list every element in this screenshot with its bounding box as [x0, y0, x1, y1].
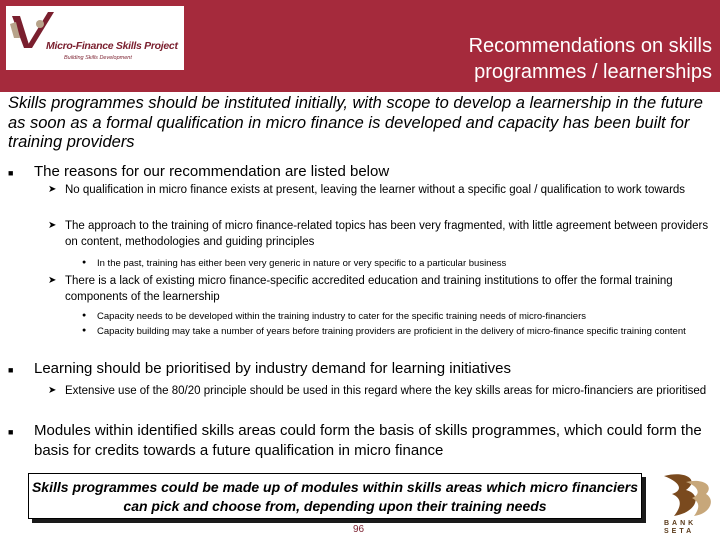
arrow-bullet-icon: ➤: [48, 220, 57, 231]
header-bar: [0, 0, 720, 92]
dot-bullet-icon: ●: [82, 259, 87, 266]
sub-bullet-text: Extensive use of the 80/20 principle should be used in this regard where the key skills areas for micro-financiers are prioritised: [65, 385, 707, 397]
arrow-bullet-icon: ➤: [48, 385, 57, 396]
sub-bullet-text: The approach to the training of micro finance-related topics has been very fragmented, with little agreement between providers on content, methodologies and guiding principles: [65, 220, 709, 248]
logo-mark-icon: [6, 8, 66, 68]
bullet-text: The reasons for our recommendation are listed below: [34, 163, 390, 180]
project-logo: [6, 6, 184, 70]
intro-paragraph: Skills programmes should be instituted initially, with scope to develop a learnership in the future as soon as a formal qualification in micro finance is developed and capacity has been built for training providers: [8, 94, 703, 151]
bank-seta-text: [664, 520, 696, 536]
page-number: 96: [353, 524, 365, 535]
callout-box: Skills programmes could be made up of modules within skills areas which micro financiers can pick and choose from, depending upon their training needs: [28, 473, 642, 519]
dot-bullet-icon: ●: [82, 327, 87, 334]
slide-title-line1: Recommendations on skills: [468, 35, 712, 57]
sub-sub-bullet-text: Capacity needs to be developed within the training industry to cater for the specific training needs of micro-financiers: [97, 311, 586, 322]
sub-bullet-text: No qualification in micro finance exists at present, leaving the learner without a specific goal / qualification to work towards: [65, 184, 686, 196]
bullet-text: Modules within identified skills areas could form the basis of skills programmes, which could form the basis for credits towards a future qualification in micro finance: [34, 422, 702, 459]
bank-seta-mark-icon: [656, 472, 718, 520]
arrow-bullet-icon: ➤: [48, 184, 57, 195]
sub-bullet-text: There is a lack of existing micro finance-specific accredited education and training institutions to offer the formal training components of the learnership: [65, 275, 673, 303]
bank-seta-logo: [656, 472, 718, 536]
logo-title: Micro-Finance Skills Project: [46, 40, 178, 52]
slide-title: [292, 33, 712, 85]
logo-subtitle: Building Skills Development: [64, 55, 132, 61]
square-bullet-icon: ■: [8, 365, 14, 375]
dot-bullet-icon: ●: [82, 312, 87, 319]
bank-logo-line2: SETA: [664, 528, 695, 535]
bullet-text: Learning should be prioritised by industry demand for learning initiatives: [34, 360, 511, 377]
bank-logo-line1: BANK: [664, 520, 697, 527]
sub-sub-bullet-text: Capacity building may take a number of years before training providers are proficient in the delivery of micro-finance specific training content: [97, 326, 686, 337]
arrow-bullet-icon: ➤: [48, 275, 57, 286]
square-bullet-icon: ■: [8, 168, 14, 178]
slide-title-line2: programmes / learnerships: [474, 61, 712, 83]
sub-sub-bullet-text: In the past, training has either been very generic in nature or very specific to a particular business: [97, 258, 507, 269]
square-bullet-icon: ■: [8, 427, 14, 437]
